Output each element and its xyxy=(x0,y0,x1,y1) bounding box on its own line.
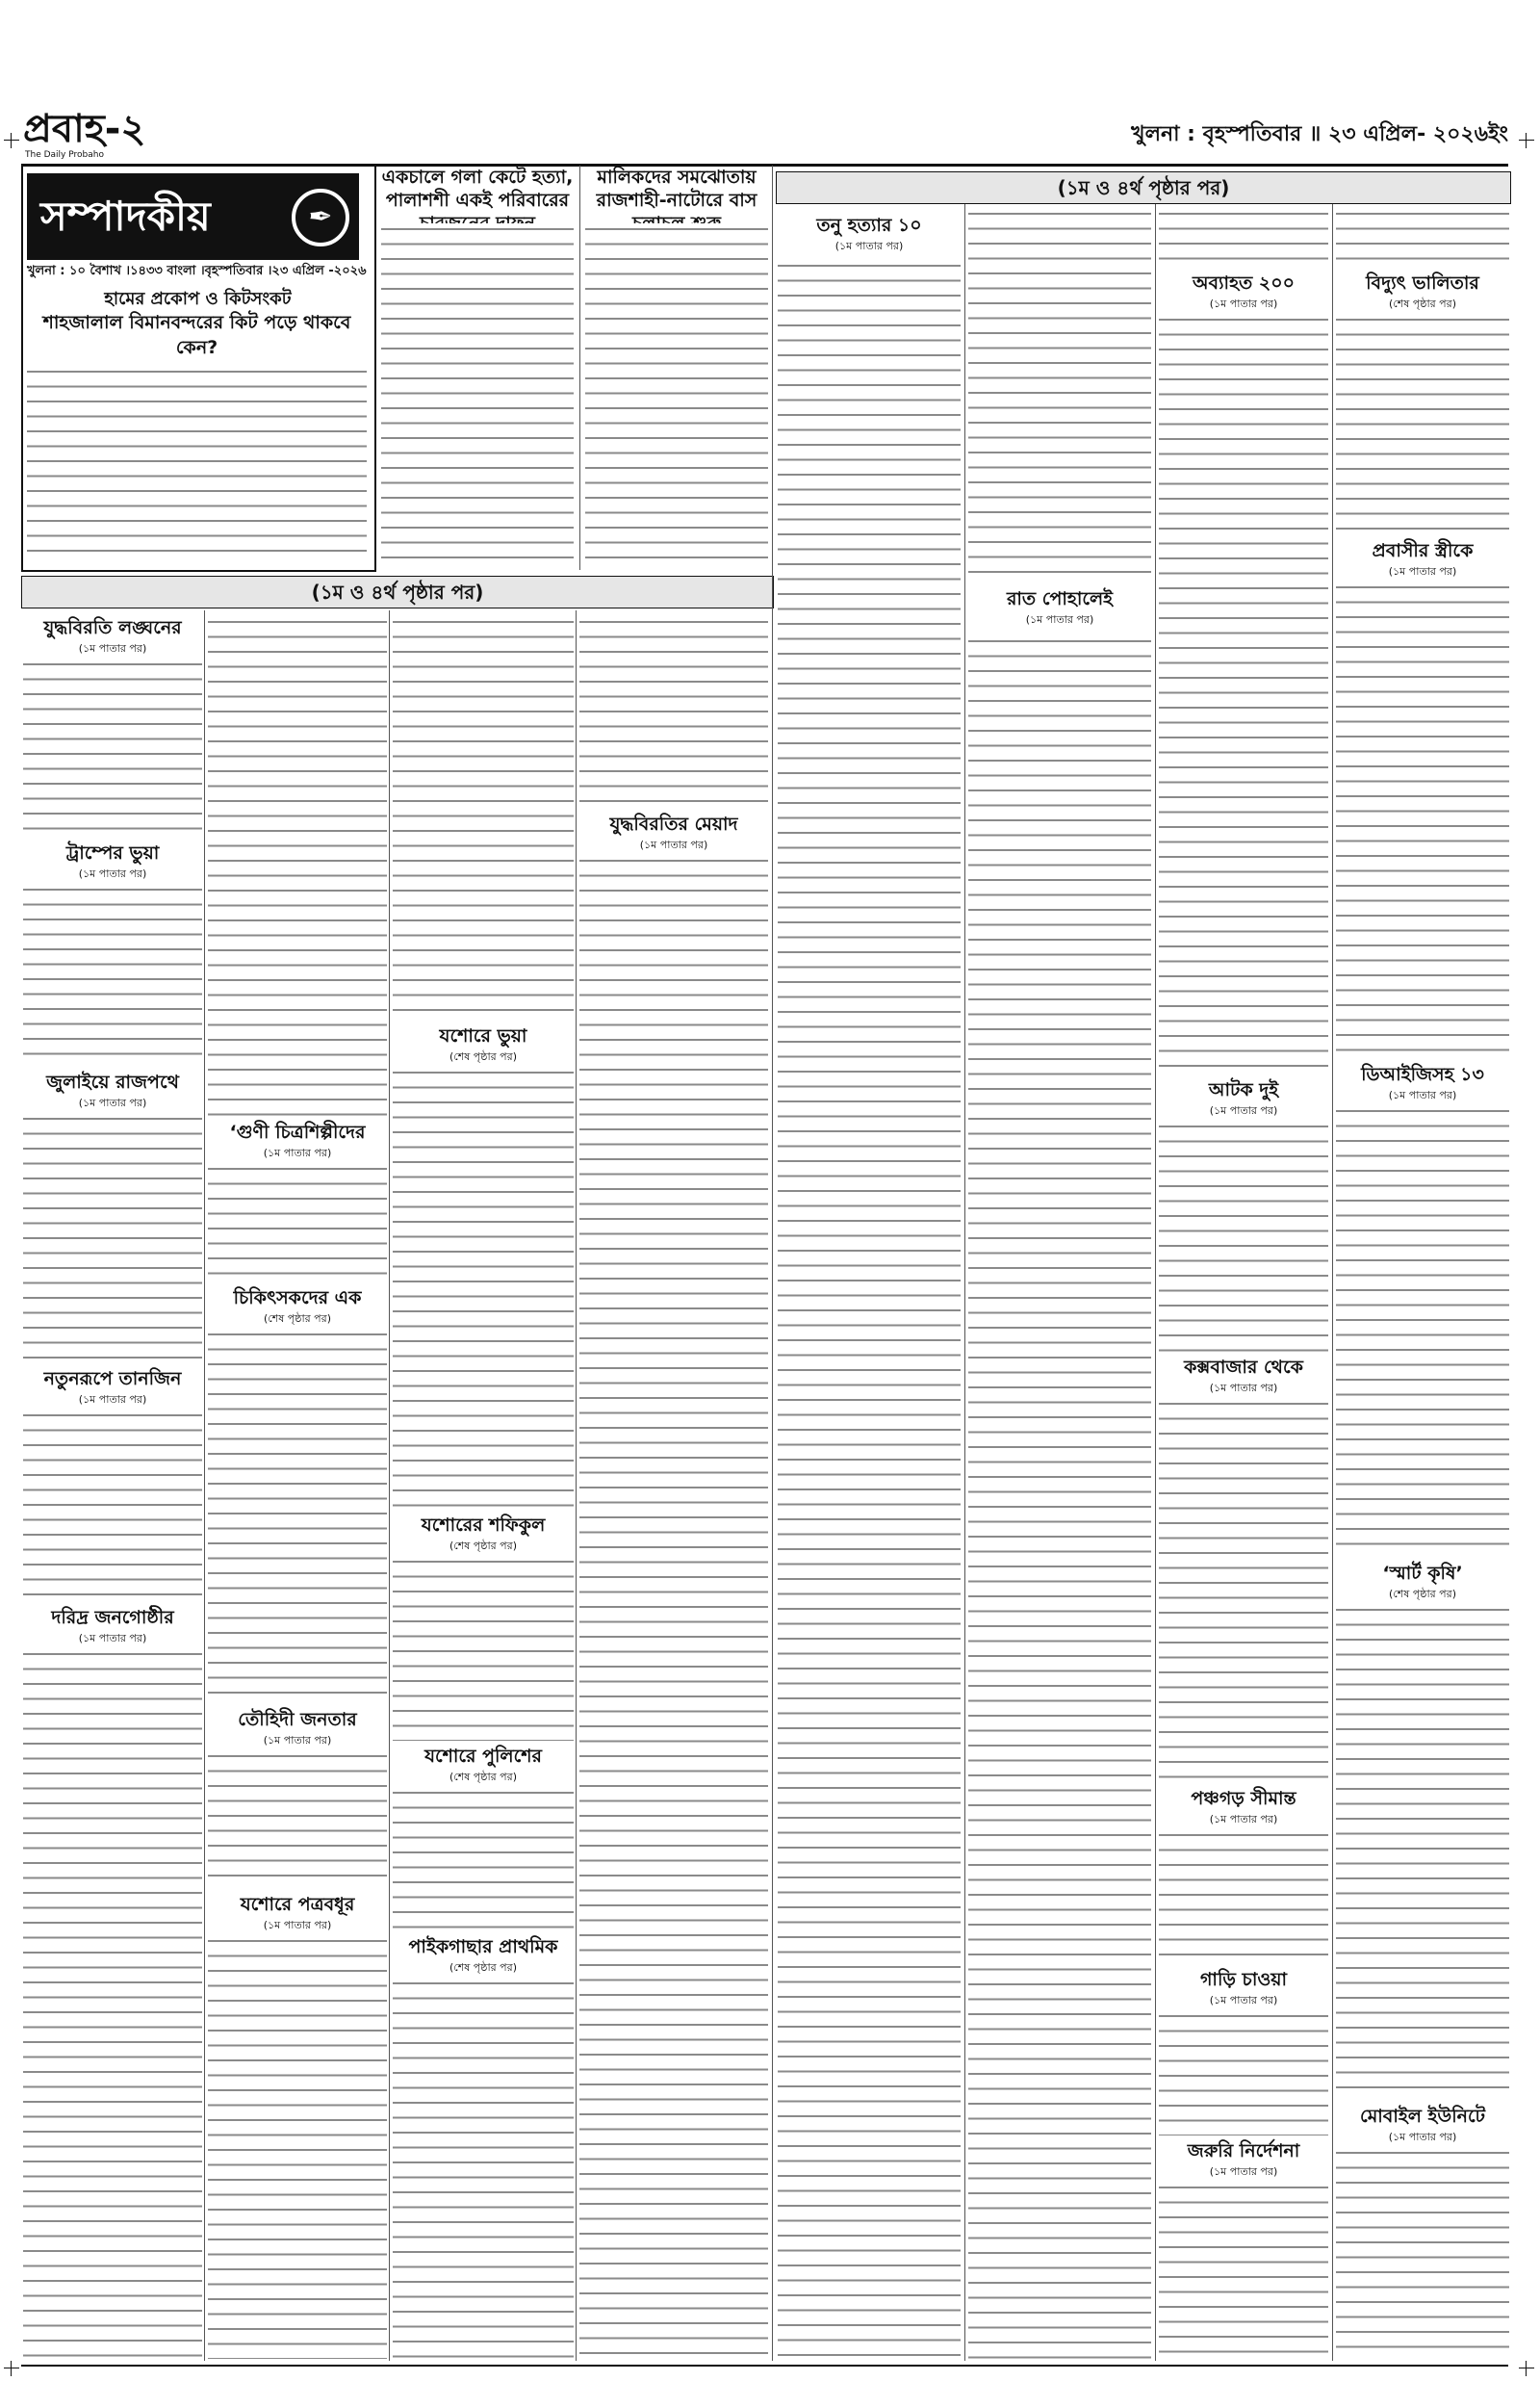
top-story-1-lines xyxy=(381,223,574,568)
lower-story-jessore-vuya xyxy=(393,1024,574,1070)
right-story-atok xyxy=(1159,1078,1328,1124)
lower-story-july xyxy=(23,1071,202,1116)
lower-story-guni xyxy=(208,1121,387,1166)
story-jump: (১ম পাতার পর) xyxy=(263,1919,332,1931)
col1-body-2 xyxy=(23,884,202,1067)
col-c-body-7 xyxy=(1159,2182,1328,2359)
story-jump: (১ম পাতার পর) xyxy=(78,1393,147,1406)
column-rule xyxy=(576,610,577,2361)
column-rule xyxy=(772,166,773,2361)
story-jump: (শেষ পৃষ্ঠার পর) xyxy=(263,1312,331,1325)
logo-subtitle: The Daily Probaho xyxy=(25,150,104,160)
story-headline: পাইকগাছার প্রাথমিক xyxy=(408,1936,558,1957)
story-headline: পঞ্চগড় সীমান্ত xyxy=(1191,1788,1296,1809)
col4-body-2 xyxy=(579,855,768,2359)
lower-story-touhidi xyxy=(208,1708,387,1753)
story-headline: গাড়ি চাওয়া xyxy=(1199,1969,1288,1990)
right-story-abyahoto xyxy=(1159,272,1328,317)
registration-mark xyxy=(4,2361,19,2376)
story-jump: (১ম পাতার পর) xyxy=(1209,2165,1278,2178)
editorial-body-lines xyxy=(27,366,367,564)
col2-body-1 xyxy=(208,616,387,1117)
col4-body-1 xyxy=(579,616,768,809)
col2-body-3 xyxy=(208,1329,387,1704)
right-story-joruri xyxy=(1159,2139,1328,2185)
col3-body-3 xyxy=(393,1556,574,1741)
right-story-mobile xyxy=(1336,2105,1509,2150)
lower-story-paikgachha xyxy=(393,1935,574,1980)
column-rule xyxy=(579,166,580,570)
story-jump: (১ম পাতার পর) xyxy=(78,1632,147,1644)
registration-mark xyxy=(1519,133,1534,148)
story-jump: (শেষ পৃষ্ঠার পর) xyxy=(449,1961,517,1974)
story-headline: প্রবাসীর স্ত্রীকে xyxy=(1372,540,1474,561)
story-headline: কক্সবাজার থেকে xyxy=(1184,1357,1303,1378)
col1-body-5 xyxy=(23,1648,202,2359)
story-headline: তনু হত্যার ১০ xyxy=(816,215,922,236)
story-headline: অব্যাহত ২০০ xyxy=(1193,272,1295,294)
footer-rule xyxy=(21,2365,1508,2367)
editorial-banner xyxy=(27,173,359,260)
col1-body-4 xyxy=(23,1410,202,1602)
story-headline: যশোরের শফিকুল xyxy=(421,1514,546,1536)
story-headline: নতুনরূপে তানজিন xyxy=(43,1368,182,1389)
right-story-gari xyxy=(1159,1968,1328,2013)
masthead xyxy=(21,108,1508,167)
story-jump: (১ম পাতার পর) xyxy=(263,1734,332,1747)
story-headline: তৌহিদী জনতার xyxy=(238,1709,357,1730)
story-jump: (শেষ পৃষ্ঠার পর) xyxy=(449,1050,517,1063)
story-jump: (১ম পাতার পর) xyxy=(1388,2131,1457,2143)
story-jump: (শেষ পৃষ্ঠার পর) xyxy=(1388,298,1456,310)
col2-body-2 xyxy=(208,1163,387,1282)
col2-body-4 xyxy=(208,1750,387,1889)
right-story-panchagarh xyxy=(1159,1787,1328,1832)
col1-body-1 xyxy=(23,659,202,838)
col-b-body-top xyxy=(968,208,1151,582)
lower-story-police xyxy=(393,1745,574,1790)
column-rule xyxy=(964,204,965,2361)
editorial-title: সম্পাদকীয় xyxy=(40,193,211,240)
column-rule xyxy=(389,610,390,2361)
story-jump: (১ম পাতার পর) xyxy=(1388,565,1457,578)
story-headline: ‘গুণী চিত্রশিল্পীদের xyxy=(229,1122,366,1143)
col-d-body-1 xyxy=(1336,208,1509,270)
col2-body-5 xyxy=(208,1935,387,2359)
continuation-bar-right: (১ম ও ৪র্থ পৃষ্ঠার পর) xyxy=(776,171,1511,204)
pen-nib-icon: ✒ xyxy=(292,189,349,246)
col-c-body-2 xyxy=(1159,314,1328,1074)
story-jump: (১ম পাতার পর) xyxy=(1209,1382,1278,1394)
lower-story-juddhobirati xyxy=(23,616,202,661)
story-jump: (১ম পাতার পর) xyxy=(1209,1994,1278,2006)
lower-story-tanjin xyxy=(23,1367,202,1412)
story-headline: আটক দুই xyxy=(1208,1079,1279,1100)
story-headline: যশোরে ভুয়া xyxy=(439,1025,527,1047)
story-headline: মালিকদের সমঝোতায় রাজশাহী-নাটোরে বাস xyxy=(596,167,757,211)
col-c-body-5 xyxy=(1159,1829,1328,1964)
story-jump: (১ম পাতার পর) xyxy=(1209,298,1278,310)
col-d-body-5 xyxy=(1336,1604,1509,2101)
col3-body-5 xyxy=(393,1978,574,2359)
story-headline: ট্রাম্পের ভুয়া xyxy=(65,842,160,864)
editorial-subhead: হামের প্রকোপ ও কিটসংকট xyxy=(104,289,292,309)
col-c-body-4 xyxy=(1159,1398,1328,1783)
story-headline: যুদ্ধবিরতি লঙ্ঘনের xyxy=(43,617,182,638)
col-c-body-6 xyxy=(1159,2010,1328,2135)
lower-story-shofikul xyxy=(393,1514,574,1559)
col3-body-4 xyxy=(393,1787,574,1931)
story-headline: যশোরে পত্রবধূর xyxy=(240,1894,355,1915)
story-headline: দরিদ্র জনগোষ্ঠীর xyxy=(51,1607,174,1628)
story-jump: (১ম পাতার পর) xyxy=(1388,1089,1457,1101)
right-story-probashi xyxy=(1336,539,1509,584)
col-a-body xyxy=(778,260,961,2359)
lower-story-trump xyxy=(23,841,202,887)
right-story-bidyut xyxy=(1336,272,1509,317)
story-headline: চিকিৎসকদের এক xyxy=(233,1287,362,1308)
story-jump: (১ম পাতার পর) xyxy=(1209,1813,1278,1825)
lower-story-putrobodhu xyxy=(208,1893,387,1938)
col-c-body-1 xyxy=(1159,208,1328,270)
story-jump: (শেষ পৃষ্ঠার পর) xyxy=(449,1540,517,1552)
story-headline: বিদ্যুৎ ভালিতার xyxy=(1366,272,1479,294)
story-jump: (১ম পাতার পর) xyxy=(78,1097,147,1109)
story-headline: মোবাইল ইউনিটে xyxy=(1360,2106,1485,2127)
story-jump: (১ম পাতার পর) xyxy=(639,839,708,851)
rat-pohalei-story xyxy=(968,587,1151,633)
editorial-headline: শাহজালাল বিমানবন্দরের কিট পড়ে থাকবে কেন? xyxy=(42,312,351,358)
story-headline: জরুরি নির্দেশনা xyxy=(1187,2140,1300,2161)
column-rule xyxy=(1155,204,1156,2361)
col3-body-2 xyxy=(393,1067,574,1510)
tonu-story xyxy=(778,214,961,259)
column-rule xyxy=(1332,204,1333,2361)
lower-story-meyad xyxy=(579,813,768,858)
lower-story-chikitsok xyxy=(208,1286,387,1332)
col-d-body-4 xyxy=(1336,1105,1509,1558)
column-rule xyxy=(204,610,205,2361)
story-jump: (শেষ পৃষ্ঠার পর) xyxy=(1388,1588,1456,1600)
story-jump: (১ম পাতার পর) xyxy=(263,1147,332,1159)
dateline: খুলনা : বৃহস্পতিবার ॥ ২৩ এপ্রিল- ২০২৬ইং xyxy=(1131,122,1508,146)
story-headline: যশোরে পুলিশের xyxy=(424,1746,542,1767)
story-jump: (১ম পাতার পর) xyxy=(834,240,904,252)
story-headline: যুদ্ধবিরতির মেয়াদ xyxy=(609,814,738,835)
col-b-body xyxy=(968,635,1151,2359)
story-jump: (১ম পাতার পর) xyxy=(1209,1104,1278,1117)
right-story-smart-krishi xyxy=(1336,1562,1509,1607)
top-story-2-lines xyxy=(585,223,768,568)
right-story-dig xyxy=(1336,1063,1509,1108)
story-jump: (১ম পাতার পর) xyxy=(1025,613,1094,626)
col-d-body-3 xyxy=(1336,582,1509,1059)
col-d-body-2 xyxy=(1336,314,1509,535)
story-jump: (১ম পাতার পর) xyxy=(78,867,147,880)
story-jump: (শেষ পৃষ্ঠার পর) xyxy=(449,1771,517,1783)
newspaper-logo: প্রবাহ-২ xyxy=(23,107,146,151)
continuation-bar-left: (১ম ও ৪র্থ পৃষ্ঠার পর) xyxy=(21,576,774,608)
col-c-body-3 xyxy=(1159,1121,1328,1352)
story-headline: রাত পোহালেই xyxy=(1006,588,1114,609)
col-d-body-6 xyxy=(1336,2147,1509,2359)
col3-body-1 xyxy=(393,616,574,1021)
story-headline: ‘স্মার্ট কৃষি’ xyxy=(1382,1563,1463,1584)
registration-mark xyxy=(1519,2361,1534,2376)
story-headline: জুলাইয়ে রাজপথে xyxy=(46,1072,179,1093)
registration-mark xyxy=(4,133,19,148)
story-headline: ডিআইজিসহ ১৩ xyxy=(1361,1064,1484,1085)
editorial-date-line: খুলনা : ১০ বৈশাখ ।১৪৩৩ বাংলা ।বৃহস্পতিবার ।২৩ এপ্রিল -২০২৬ xyxy=(27,264,367,278)
col1-body-3 xyxy=(23,1113,202,1363)
story-jump: (১ম পাতার পর) xyxy=(78,642,147,655)
right-story-coxsbazar xyxy=(1159,1356,1328,1401)
story-headline: একচালে গলা কেটে হত্যা, পালাশশী একই পরিবারের xyxy=(381,167,574,211)
lower-story-doridro xyxy=(23,1606,202,1651)
